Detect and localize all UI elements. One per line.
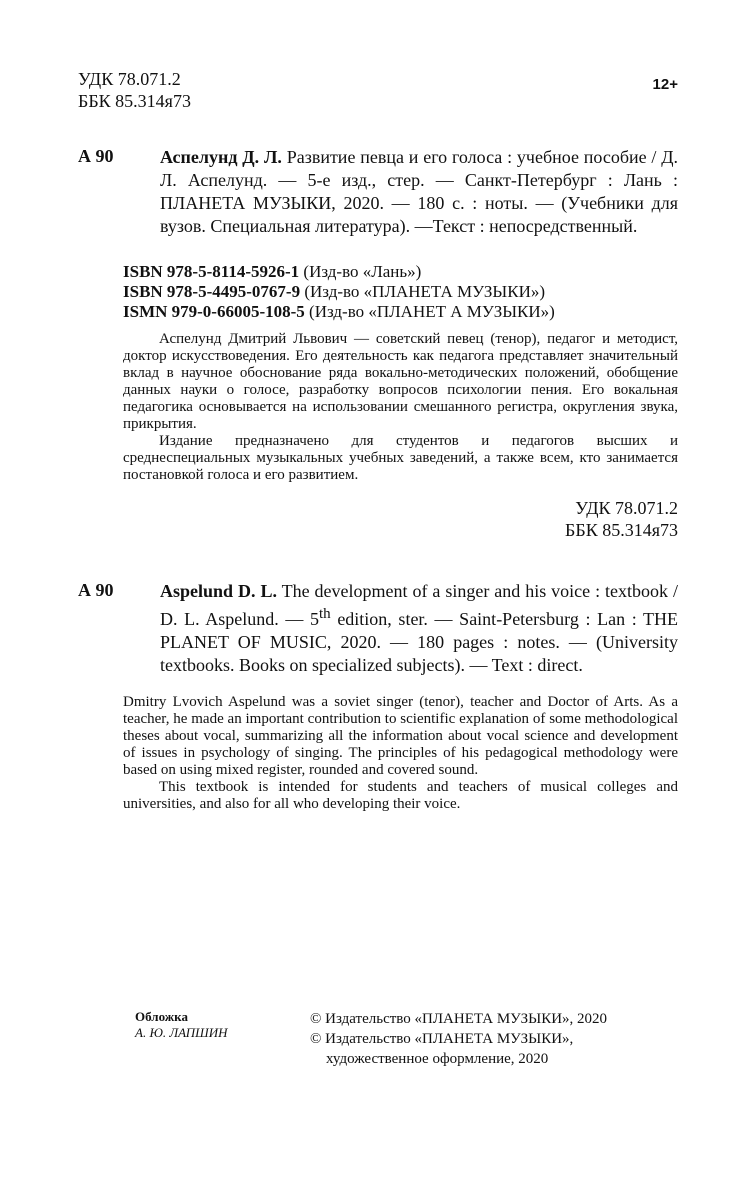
- copyright-block: [310, 1009, 607, 1069]
- udk-code: УДК 78.071.2: [78, 69, 181, 89]
- isbn-line: ISBN 978-5-4495-0767-9 (Изд-во «ПЛАНЕТА МУЗЫКИ»): [123, 282, 546, 301]
- copyright-line: художественное оформление, 2020: [326, 1051, 549, 1067]
- bbk-code: ББК 85.314я73: [78, 91, 191, 111]
- cover-title: Обложка: [135, 1009, 188, 1024]
- copyright-line: © Издательство «ПЛАНЕТА МУЗЫКИ», 2020: [310, 1011, 608, 1027]
- header-codes: [78, 68, 191, 112]
- cover-credit: [135, 1009, 228, 1041]
- en-bibliographic-entry: [160, 580, 678, 677]
- en-description: The development of a singer and his voice : textbook / D. L. Aspelund. — 5th edition, ster. — Saint-Petersburg : Lan : THE PLANET OF MUSIC, 2020. — 180 pages : notes. — (University textbooks. Books on specialized subjects). — Text : direct.: [160, 581, 679, 675]
- en-abstract-paragraph: Dmitry Lvovich Aspelund was a soviet singer (tenor), teacher and Doctor of Arts. As a teacher, he made an important contribution to scientific explanation of some methodological theses about vocal, summarizing all the information about vocal science and development of issues in psychology of singing. The principles of his pedagogical methodology were based on using mixed register, rounded and covered sound.: [123, 694, 678, 778]
- copyright-line: © Издательство «ПЛАНЕТА МУЗЫКИ»,: [310, 1031, 574, 1047]
- ru-codes-right: [565, 497, 678, 541]
- age-rating: 12+: [652, 76, 678, 93]
- en-author: Aspelund D. L.: [160, 581, 277, 601]
- ru-abstract: [123, 331, 678, 484]
- bbk-code: ББК 85.314я73: [565, 520, 678, 540]
- isbn-line: ISBN 978-5-8114-5926-1 (Изд-во «Лань»): [123, 262, 422, 281]
- udk-code: УДК 78.071.2: [575, 498, 678, 518]
- ru-description: Развитие певца и его голоса : учебное пособие / Д. Л. Аспелунд. — 5-е изд., стер. — Санкт-Петербург : Лань : ПЛАНЕТА МУЗЫКИ, 2020. — 180 с. : ноты. — (Учебники для вузов. Специальная литература). —Текст : непосредственный.: [160, 147, 678, 236]
- en-abstract: [123, 694, 678, 813]
- ismn-line: ISMN 979-0-66005-108-5 (Изд-во «ПЛАНЕТ А МУЗЫКИ»): [123, 302, 555, 321]
- en-catalog-code: А 90: [78, 580, 114, 600]
- ru-author: Аспелунд Д. Л.: [160, 147, 282, 167]
- isbn-list: [123, 262, 678, 322]
- ru-catalog-code: А 90: [78, 146, 114, 166]
- ru-abstract-paragraph: Издание предназначено для студентов и педагогов высших и среднеспециальных музыкальных учебных заведений, а также всем, кто занимается постановкой голоса и его развитием.: [123, 433, 678, 483]
- ru-abstract-paragraph: Аспелунд Дмитрий Львович — советский певец (тенор), педагог и методист, доктор искусствоведения. Его деятельность как педагога представляет значительный вклад в научное обоснование ряда вокально-методических положений, обобщение данных науки о голосе, разработку вопросов психологии пения. Его вокальная педагогика основывается на использовании смешанного регистра, округления звука, прикрытия.: [123, 331, 678, 432]
- ru-bibliographic-entry: [160, 146, 678, 238]
- en-abstract-paragraph: This textbook is intended for students and teachers of musical colleges and universities, and also for all who developing their voice.: [123, 779, 678, 812]
- cover-artist: А. Ю. ЛАПШИН: [135, 1025, 228, 1040]
